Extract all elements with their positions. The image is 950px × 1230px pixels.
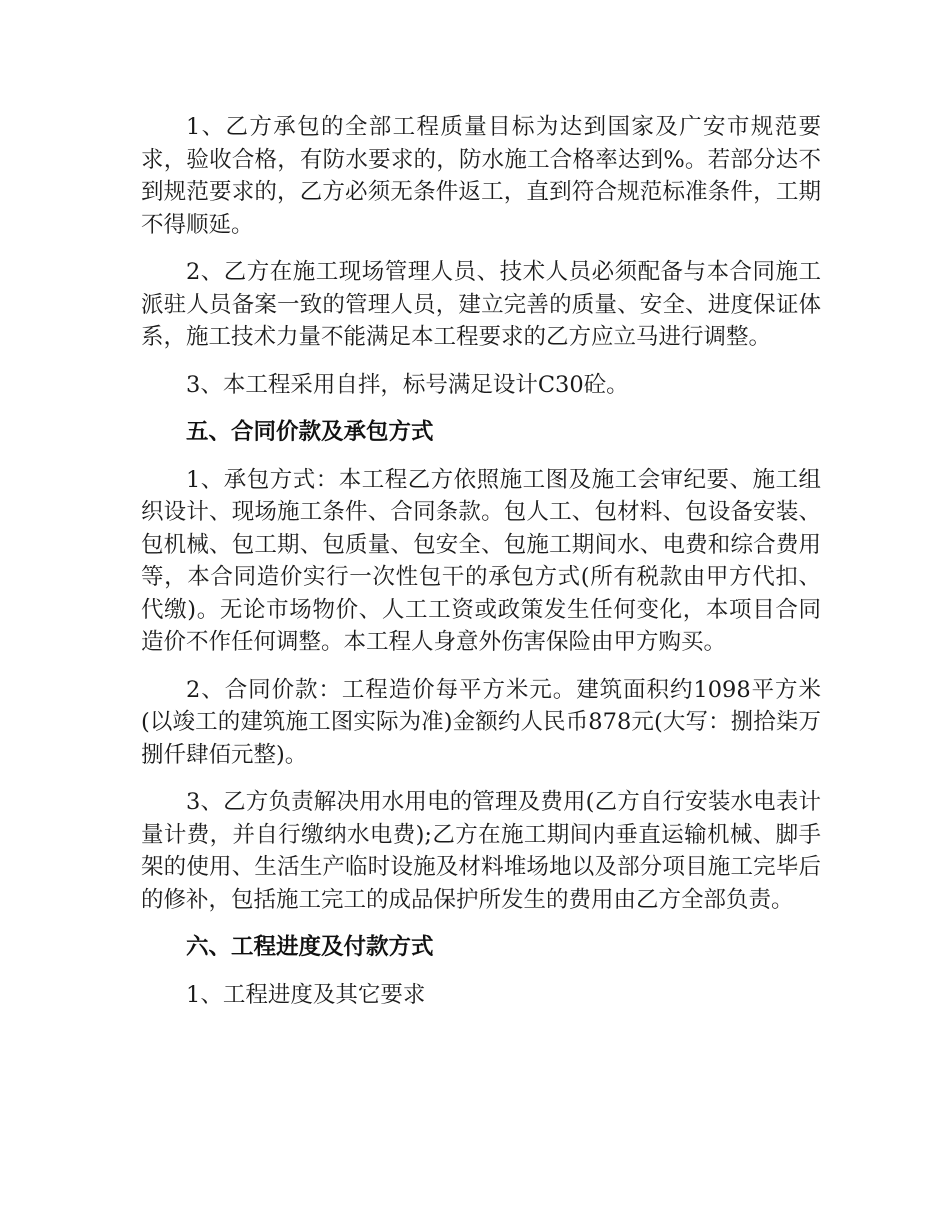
- document-body: [141, 111, 821, 1026]
- clause-6-1-progress: 1、工程进度及其它要求: [186, 981, 426, 1008]
- section-6-heading: 六、工程进度及付款方式: [186, 934, 434, 960]
- section-5-heading: 五、合同价款及承包方式: [186, 419, 434, 445]
- clause-5-2-contract-price: 2、合同价款：工程造价每平方米元。建筑面积约1098平方米(以竣工的建筑施工图实际为准)金额约人民币878元(大写：捌拾柒万捌仟肆佰元整)。: [141, 676, 821, 768]
- clause-4-2-staffing: 2、乙方在施工现场管理人员、技术人员必须配备与本合同施工派驻人员备案一致的管理人员，建立完善的质量、安全、进度保证体系，施工技术力量不能满足本工程要求的乙方应立马进行调整。: [141, 259, 821, 350]
- clause-5-3-utilities: 3、乙方负责解决用水用电的管理及费用(乙方自行安装水电表计量计费，并自行缴纳水电费);乙方在施工期间内垂直运输机械、脚手架的使用、生活生产临时设施及材料堆场地以及部分项目施工完毕后的修补，包括施工完工的成品保护所发生的费用由乙方全部负责。: [141, 789, 821, 913]
- clause-5-1-contract-mode: 1、承包方式：本工程乙方依照施工图及施工会审纪要、施工组织设计、现场施工条件、合同条款。包人工、包材料、包设备安装、包机械、包工期、包质量、包安全、包施工期间水、电费和综合费用等，本合同造价实行一次性包干的承包方式(所有税款由甲方代扣、代缴)。无论市场物价、人工工资或政策发生任何变化，本项目合同造价不作任何调整。本工程人身意外伤害保险由甲方购买。: [141, 466, 821, 655]
- clause-4-3-concrete: 3、本工程采用自拌，标号满足设计C30砼。: [186, 371, 629, 398]
- clause-4-1-quality-target: 1、乙方承包的全部工程质量目标为达到国家及广安市规范要求，验收合格，有防水要求的，防水施工合格率达到%。若部分达不到规范要求的，乙方必须无条件返工，直到符合规范标准条件，工期不得顺延。: [141, 114, 821, 238]
